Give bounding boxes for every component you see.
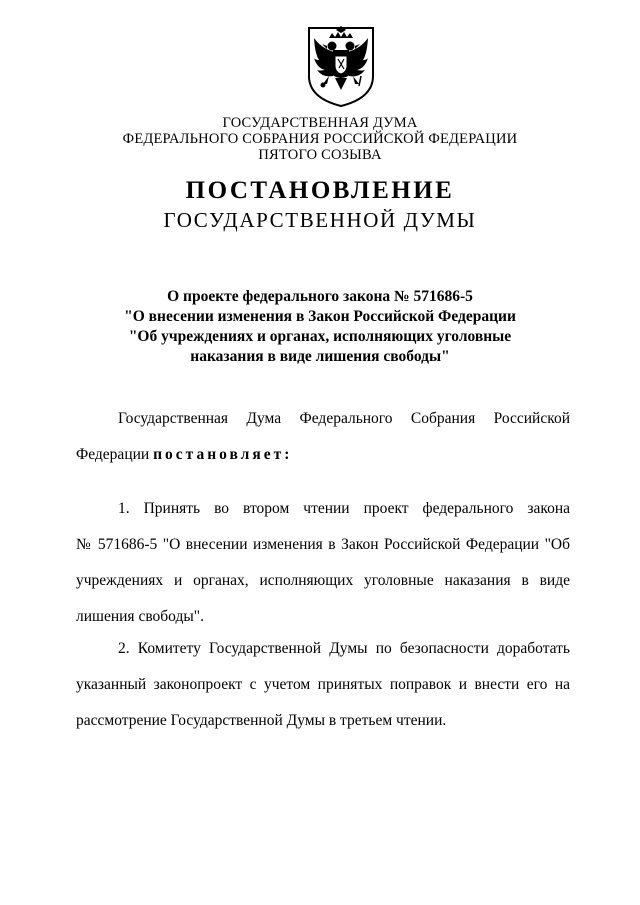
item-2-line: 2. Комитету Государственной Думы по безопасности доработать (118, 640, 570, 657)
preamble-text: Федерации (76, 446, 154, 463)
item-1-line: учреждениях и органах, исполняющих уголовные наказания в виде (76, 572, 570, 589)
item-1-line: 1. Принять во втором чтении проект федерального закона (118, 500, 570, 517)
law-title-block (0, 287, 640, 367)
coat-of-arms-icon (305, 24, 377, 108)
resolves-keyword: постановляет: (153, 446, 293, 463)
item-1-line: лишения свободы". (76, 608, 204, 625)
header-convocation: ПЯТОГО СОЗЫВА (258, 147, 382, 163)
item-2-line: рассмотрение Государственной Думы в третьем чтении. (76, 712, 447, 729)
item-2-line: указанный законопроект с учетом принятых поправок и внести его на (76, 676, 570, 693)
law-title-line: наказания в виде лишения свободы" (190, 348, 450, 365)
header-duma: ГОСУДАРСТВЕННАЯ ДУМА (222, 115, 418, 131)
item-1-line: № 571686-5 "О внесении изменения в Закон Российской Федерации "Об (76, 536, 570, 553)
preamble-line: Государственная Дума Федерального Собрания Российской (118, 410, 570, 427)
header-federal-assembly: ФЕДЕРАЛЬНОГО СОБРАНИЯ РОССИЙСКОЙ ФЕДЕРАЦИИ (122, 131, 518, 147)
preamble-line (76, 446, 570, 464)
document-title: ПОСТАНОВЛЕНИЕ (185, 177, 455, 204)
law-title-line: О проекте федерального закона № 571686-5 (167, 288, 473, 305)
document-subtitle: ГОСУДАРСТВЕННОЙ ДУМЫ (163, 208, 477, 232)
law-title-line: "Об учреждениях и органах, исполняющих уголовные (128, 328, 512, 345)
law-title-line: "О внесении изменения в Закон Российской Федерации (124, 308, 516, 325)
